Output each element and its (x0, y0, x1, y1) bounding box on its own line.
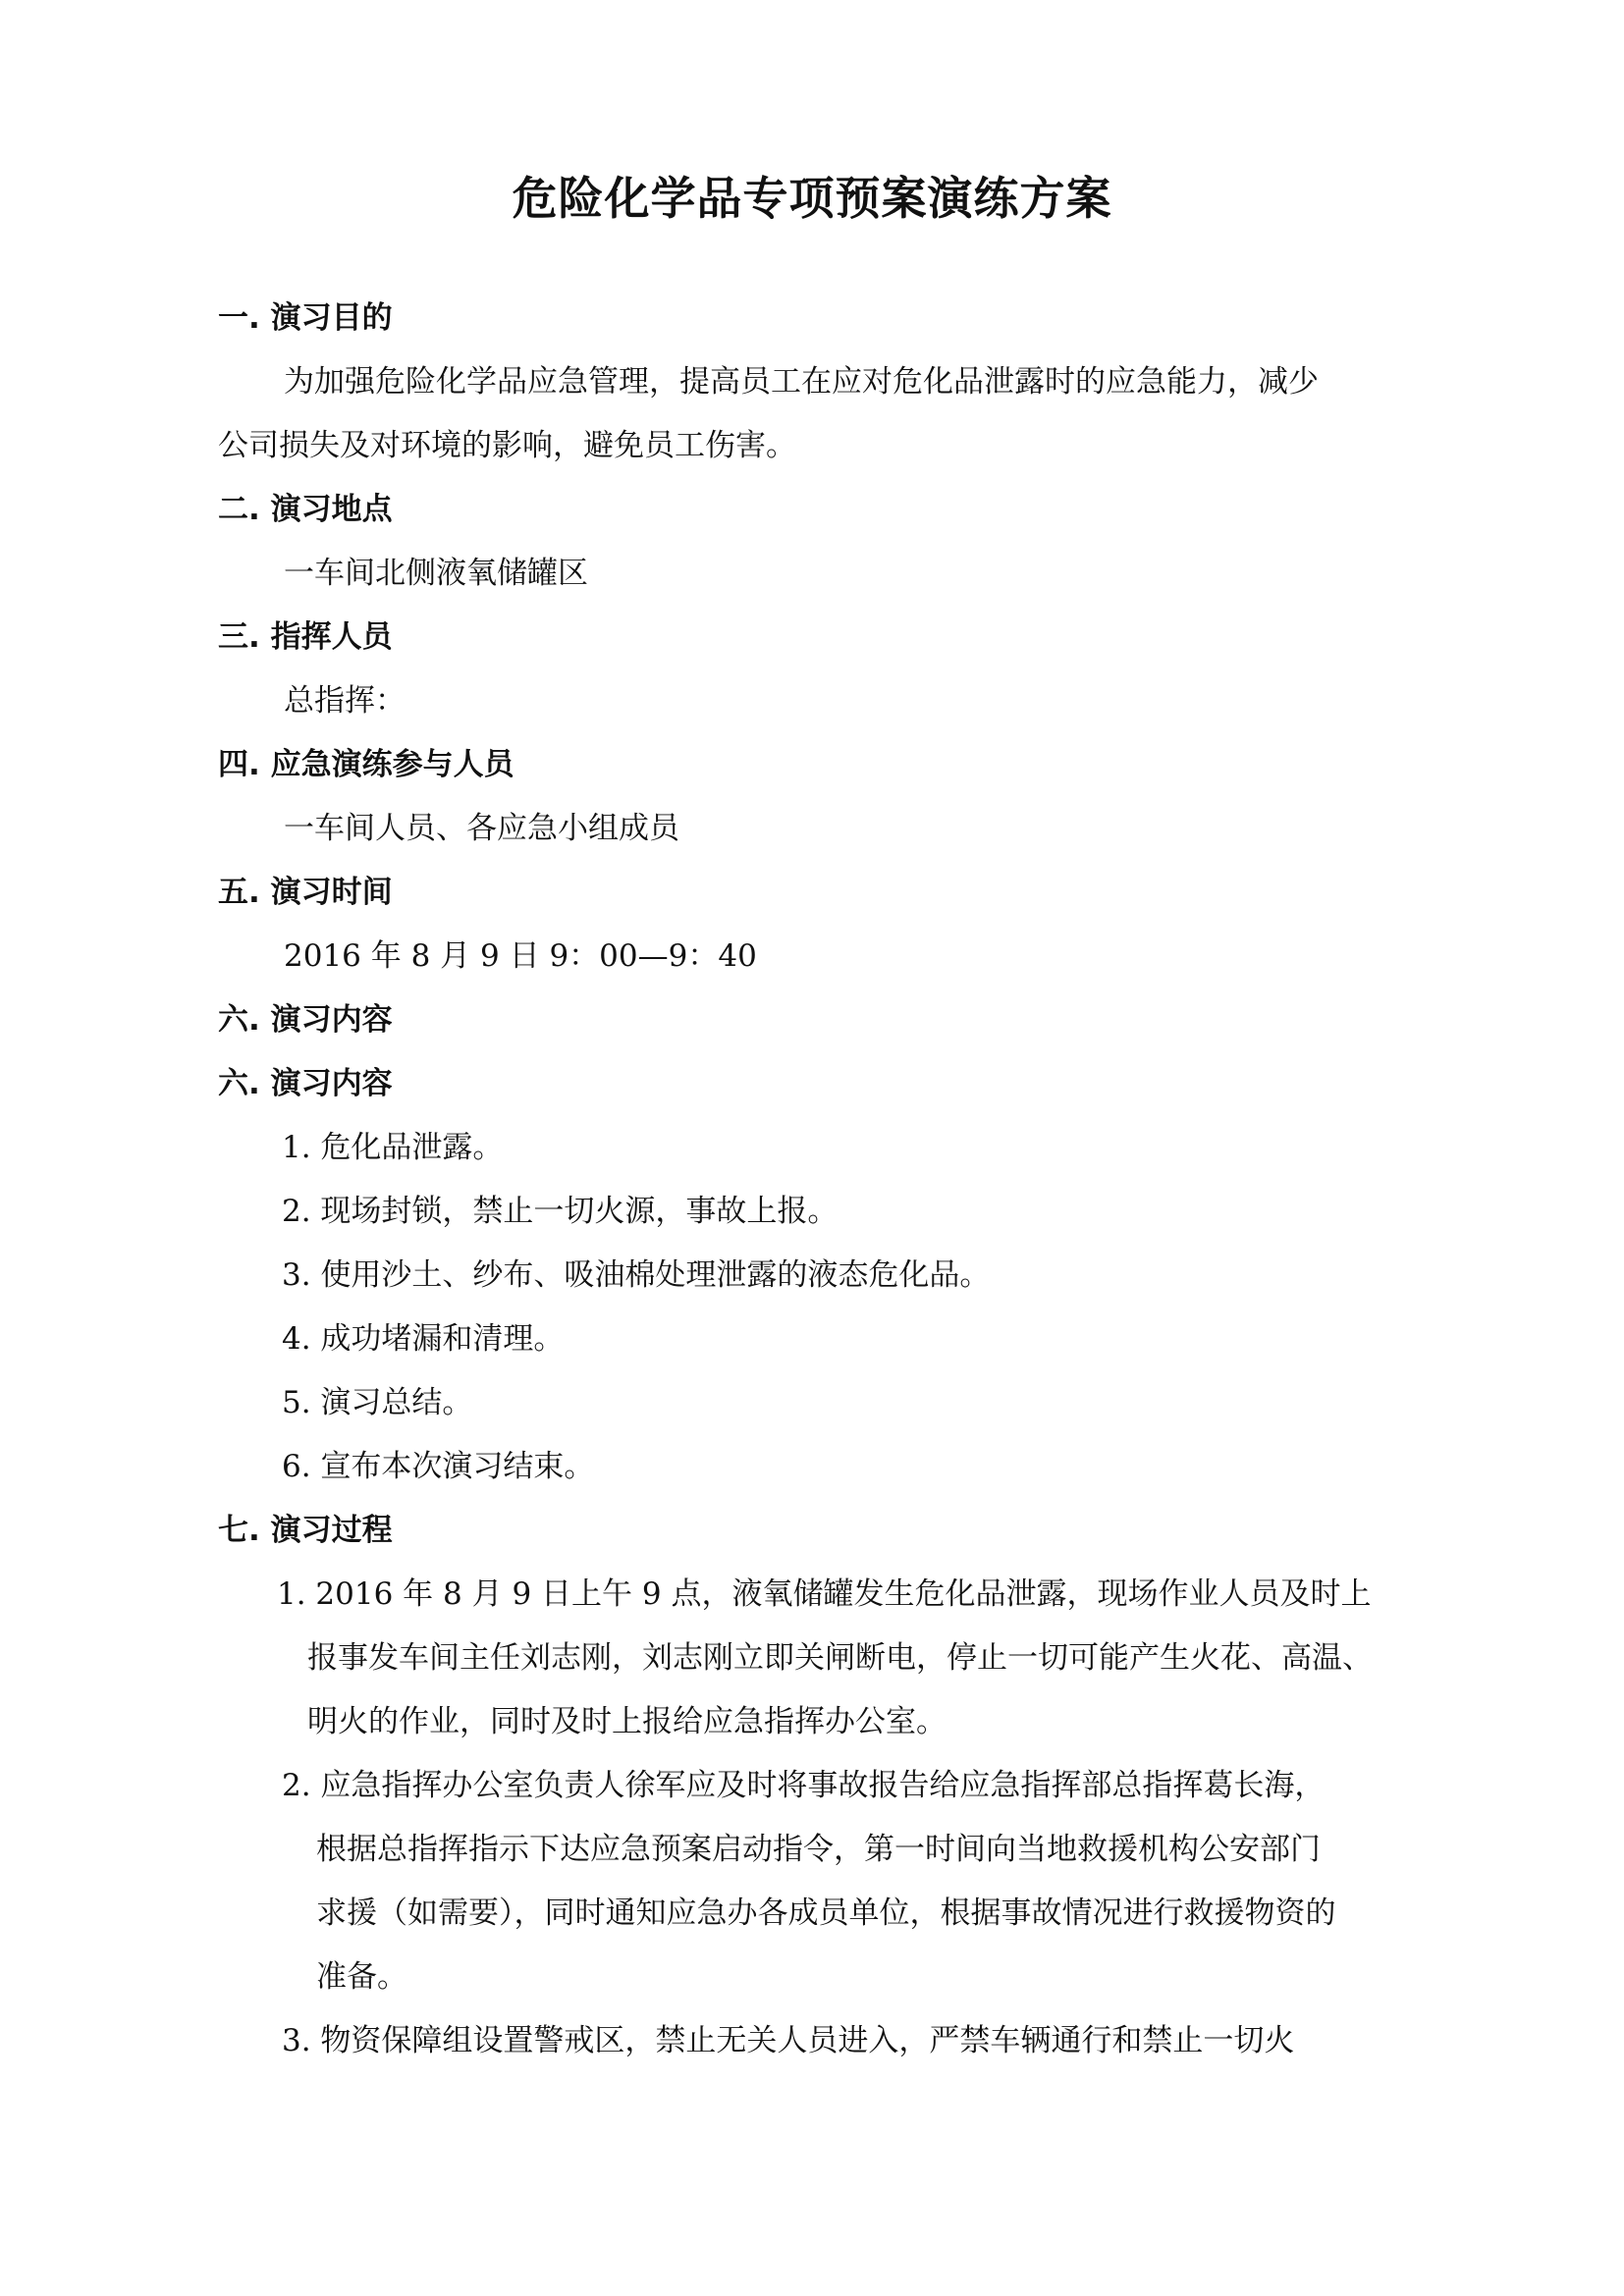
section-heading-content: 六. 演习内容 (218, 1002, 393, 1038)
process-line-3: 明火的作业，同时及时上报给应急指挥办公室。 (307, 1704, 947, 1739)
content-item-1: 1. 危化品泄露。 (282, 1130, 504, 1165)
purpose-line-1: 为加强危险化学品应急管理，提高员工在应对危化品泄露时的应急能力，减少 (284, 364, 1319, 400)
participants-text: 一车间人员、各应急小组成员 (284, 811, 679, 846)
process-line-1: 1. 2016 年 8 月 9 日上午 9 点，液氧储罐发生危化品泄露，现场作业人员及时上 (277, 1576, 1372, 1612)
purpose-line-2: 公司损失及对环境的影响，避免员工伤害。 (218, 428, 796, 463)
content-item-2: 2. 现场封锁，禁止一切火源，事故上报。 (282, 1194, 839, 1229)
content-item-6: 6. 宣布本次演习结束。 (282, 1449, 595, 1484)
section-heading-content-repeat: 六. 演习内容 (218, 1066, 393, 1101)
process-line-5: 根据总指挥指示下达应急预案启动指令，第一时间向当地救援机构公安部门 (316, 1832, 1321, 1867)
document-title: 危险化学品专项预案演练方案 (512, 172, 1112, 225)
content-item-4: 4. 成功堵漏和清理。 (282, 1321, 565, 1357)
process-line-7: 准备。 (316, 1959, 407, 1995)
location-text: 一车间北侧液氧储罐区 (284, 556, 588, 591)
content-item-5: 5. 演习总结。 (282, 1385, 473, 1420)
commander-text: 总指挥： (284, 683, 406, 719)
time-text: 2016 年 8 月 9 日 9：00—9：40 (284, 938, 757, 974)
section-heading-commander: 三. 指挥人员 (218, 619, 393, 655)
section-heading-process: 七. 演习过程 (218, 1513, 393, 1548)
process-line-6: 求援（如需要），同时通知应急办各成员单位，根据事故情况进行救援物资的 (316, 1896, 1336, 1931)
section-heading-location: 二. 演习地点 (218, 492, 393, 527)
process-line-2: 报事发车间主任刘志刚，刘志刚立即关闸断电，停止一切可能产生火花、高温、 (307, 1640, 1373, 1676)
section-heading-participants: 四. 应急演练参与人员 (218, 747, 514, 782)
section-heading-purpose: 一. 演习目的 (218, 300, 393, 336)
process-line-4: 2. 应急指挥办公室负责人徐军应及时将事故报告给应急指挥部总指挥葛长海， (282, 1768, 1326, 1803)
process-line-8: 3. 物资保障组设置警戒区，禁止无关人员进入，严禁车辆通行和禁止一切火 (282, 2023, 1295, 2058)
section-heading-time: 五. 演习时间 (218, 875, 393, 910)
content-item-3: 3. 使用沙土、纱布、吸油棉处理泄露的液态危化品。 (282, 1257, 991, 1293)
